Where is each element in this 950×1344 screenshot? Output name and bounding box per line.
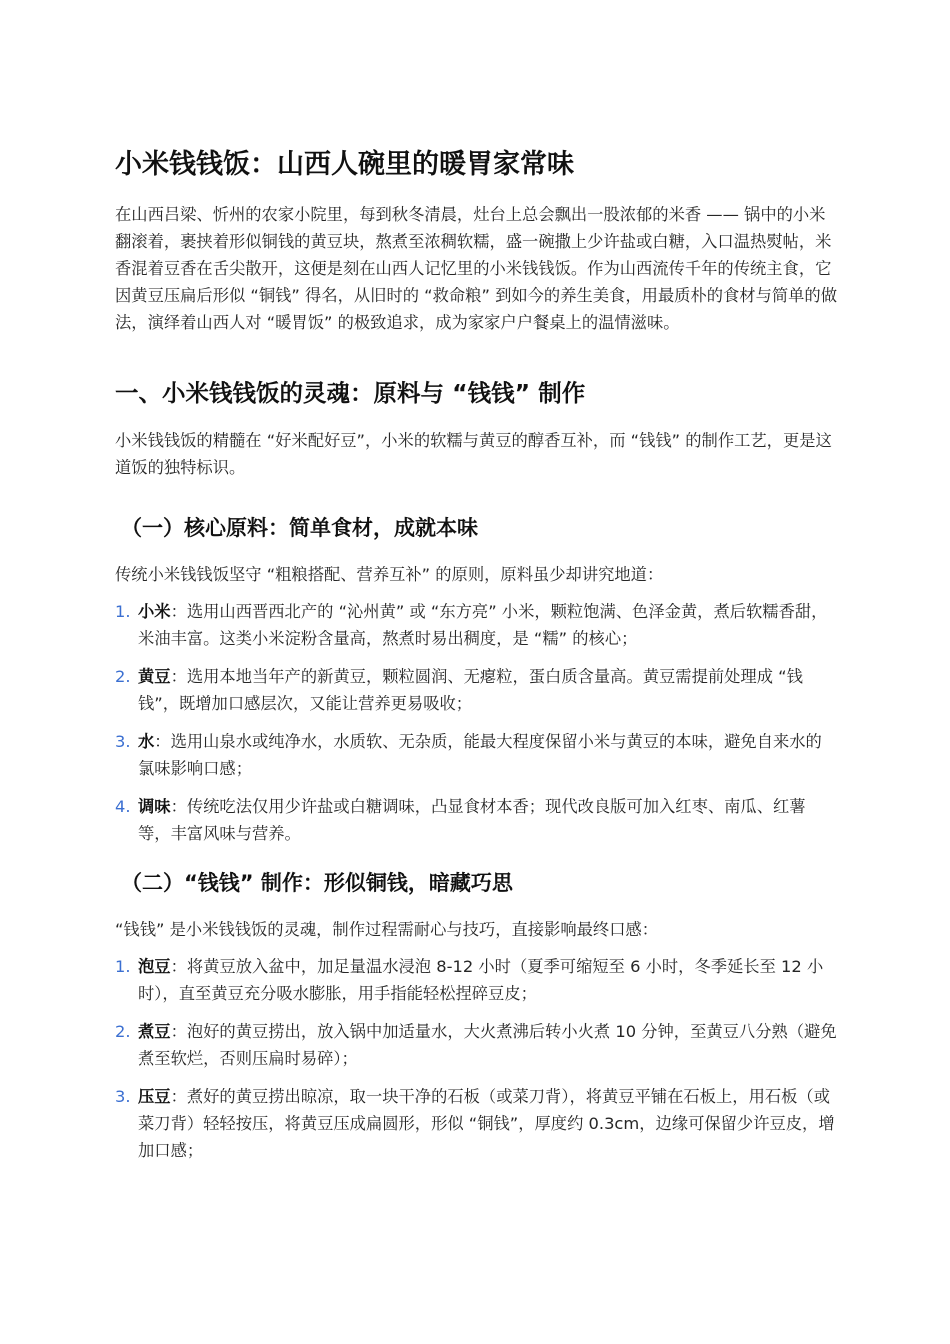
ingredients-list (115, 598, 837, 847)
list-text: ：选用本地当年产的新黄豆，颗粒圆润、无瘪粒，蛋白质含量高。黄豆需提前处理成 “钱钱”，既增加口感层次，又能让营养更易吸收； (138, 667, 803, 713)
list-item (115, 953, 837, 1007)
section-heading: 一、小米钱钱饭的灵魂：原料与 “钱钱” 制作 (115, 379, 586, 407)
list-text: ：煮好的黄豆捞出晾凉，取一块干净的石板（或菜刀背），将黄豆平铺在石板上，用石板（或菜刀背）轻轻按压，将黄豆压成扁圆形，形似 “铜钱”，厚度约 0.3cm，边缘可保留少许豆皮，增加口感； (138, 1087, 835, 1160)
document-page (115, 140, 837, 1175)
list-text: ：选用山西晋西北产的 “沁州黄” 或 “东方亮” 小米，颗粒饱满、色泽金黄，煮后软糯香甜，米油丰富。这类小米淀粉含量高，熬煮时易出稠度，是 “糯” 的核心； (138, 602, 828, 648)
list-number: 1. (115, 602, 131, 621)
intro-paragraph: 在山西吕梁、忻州的农家小院里，每到秋冬清晨，灶台上总会飘出一股浓郁的米香 —— 锅中的小米翻滚着，裹挟着形似铜钱的黄豆块，熬煮至浓稠软糯，盛一碗撒上少许盐或白糖，入口温热熨帖，米香混着豆香在舌尖散开，这便是刻在山西人记忆里的小米钱钱饭。作为山西流传千年的传统主食，它因黄豆压扁后形似 “铜钱” 得名，从旧时的 “救命粮” 到如今的养生美食，用最质朴的食材与简单的做法，演绎着山西人对 “暖胃饭” 的极致追求，成为家家户户餐桌上的温情滋味。 (115, 205, 837, 332)
list-number: 4. (115, 797, 131, 816)
list-item (115, 598, 837, 652)
document-title: 小米钱钱饭：山西人碗里的暖胃家常味 (115, 149, 574, 180)
subsection-intro-ingredients: 传统小米钱钱饭坚守 “粗粮搭配、营养互补” 的原则，原料虽少却讲究地道： (115, 565, 664, 584)
list-item (115, 663, 837, 717)
list-term: 水 (138, 732, 155, 751)
list-item (115, 793, 837, 847)
list-term: 压豆 (138, 1087, 171, 1106)
list-number: 2. (115, 667, 131, 686)
list-text: ：将黄豆放入盆中，加足量温水浸泡 8-12 小时（夏季可缩短至 6 小时，冬季延长至 12 小时），直至黄豆充分吸水膨胀，用手指能轻松捏碎豆皮； (138, 957, 824, 1003)
qianqian-steps-list (115, 953, 837, 1164)
list-number: 3. (115, 732, 131, 751)
list-term: 小米 (138, 602, 171, 621)
subsection-intro-qianqian: “钱钱” 是小米钱钱饭的灵魂，制作过程需耐心与技巧，直接影响最终口感： (115, 920, 659, 939)
list-number: 1. (115, 957, 131, 976)
list-item (115, 728, 837, 782)
list-term: 泡豆 (138, 957, 171, 976)
list-term: 黄豆 (138, 667, 171, 686)
list-item (115, 1083, 837, 1164)
subsection-heading-qianqian: （二）“钱钱” 制作：形似铜钱，暗藏巧思 (121, 871, 513, 895)
list-term: 调味 (138, 797, 171, 816)
list-text: ：传统吃法仅用少许盐或白糖调味，凸显食材本香；现代改良版可加入红枣、南瓜、红薯等，丰富风味与营养。 (138, 797, 806, 843)
list-term: 煮豆 (138, 1022, 171, 1041)
list-number: 2. (115, 1022, 131, 1041)
list-item (115, 1018, 837, 1072)
list-number: 3. (115, 1087, 131, 1106)
list-text: ：泡好的黄豆捞出，放入锅中加适量水，大火煮沸后转小火煮 10 分钟，至黄豆八分熟（避免煮至软烂，否则压扁时易碎）； (138, 1022, 837, 1068)
list-text: ：选用山泉水或纯净水，水质软、无杂质，能最大程度保留小米与黄豆的本味，避免自来水的氯味影响口感； (138, 732, 822, 778)
subsection-heading-ingredients: （一）核心原料：简单食材，成就本味 (121, 516, 478, 540)
section-intro: 小米钱钱饭的精髓在 “好米配好豆”，小米的软糯与黄豆的醇香互补，而 “钱钱” 的制作工艺，更是这道饭的独特标识。 (115, 431, 832, 477)
